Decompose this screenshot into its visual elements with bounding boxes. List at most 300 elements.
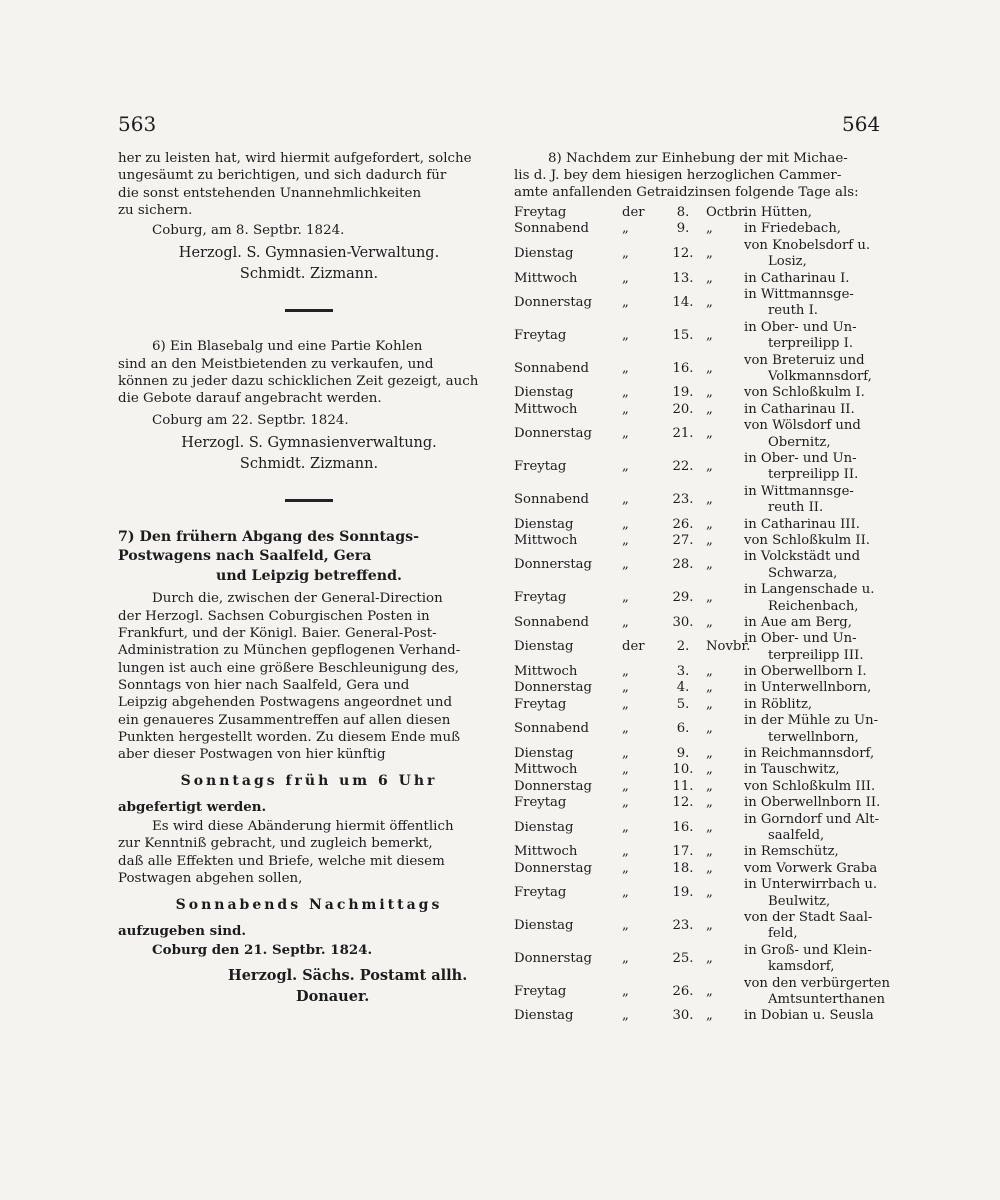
schedule-date: 19.: [672, 385, 694, 401]
schedule-ditto: „: [622, 696, 629, 712]
schedule-month: „: [706, 844, 713, 860]
schedule-date: 23.: [672, 491, 694, 507]
schedule-place: [744, 533, 904, 549]
schedule-place: [744, 418, 904, 451]
schedule-place: [744, 221, 904, 237]
schedule-day: Freytag: [514, 327, 567, 343]
schedule-place-line: in Dobian u. Seusla: [744, 1008, 874, 1024]
schedule-day: Mittwoch: [514, 270, 578, 286]
schedule-date: 30.: [672, 614, 694, 630]
text-line: 7) Den frühern Abgang des Sonntags-: [118, 528, 420, 545]
schedule-row: [514, 762, 902, 778]
text-line: lis d. J. bey dem hiesigen herzoglichen Cammer-: [514, 168, 842, 183]
schedule-place-line: vom Vorwerk Graba: [744, 860, 878, 876]
schedule-date: 23.: [672, 918, 694, 933]
schedule-month: „: [706, 360, 713, 376]
schedule-row: [514, 484, 902, 517]
schedule-ditto: „: [622, 426, 629, 442]
schedule-place: [744, 664, 904, 680]
schedule-date: 15.: [672, 327, 694, 343]
schedule-day: Freytag: [514, 590, 567, 606]
text-line: können zu jeder dazu schicklichen Zeit gezeigt, auch: [118, 374, 479, 390]
schedule-row: [514, 320, 902, 353]
schedule-place: [744, 910, 904, 943]
text-line: der Herzogl. Sachsen Coburgischen Posten in: [118, 608, 430, 624]
schedule-row: [514, 844, 902, 860]
date-line-3: Coburg den 21. Septbr. 1824.: [152, 941, 373, 958]
schedule-day: Donnerstag: [514, 680, 592, 696]
schedule-ditto: „: [622, 721, 629, 737]
schedule-row: [514, 353, 902, 386]
text-line: lungen ist auch eine größere Beschleunigung des,: [118, 660, 459, 676]
schedule-row: [514, 746, 902, 762]
schedule-row: [514, 582, 902, 615]
schedule-day: Dienstag: [514, 516, 574, 532]
schedule-date: 19.: [672, 885, 694, 901]
signature-line: Donauer.: [296, 988, 370, 1006]
schedule-place: [744, 549, 904, 582]
schedule-day: Mittwoch: [514, 664, 578, 680]
schedule-date: 12.: [672, 795, 694, 811]
signature-2: [118, 433, 500, 475]
schedule-day: Dienstag: [514, 639, 574, 655]
schedule-date: 4.: [676, 680, 690, 696]
schedule-date: 10.: [672, 762, 694, 778]
schedule-month: „: [706, 590, 713, 606]
schedule-place: [744, 517, 904, 533]
right-column: [514, 150, 902, 1025]
text-line: 6) Ein Blasebalg und eine Partie Kohlen: [152, 339, 423, 355]
schedule-place-line: in Ober- und Un-: [744, 319, 857, 335]
schedule-place-line: terpreilipp III.: [768, 647, 864, 663]
schedule-place: [744, 680, 904, 696]
schedule-date: 6.: [676, 721, 690, 737]
schedule-date: 25.: [672, 950, 694, 966]
schedule-ditto: „: [622, 614, 629, 630]
schedule-row: [514, 713, 902, 746]
schedule-place-line: in Langenschade u.: [744, 582, 875, 598]
schedule-place: [744, 812, 904, 845]
item-7-title: [118, 528, 500, 587]
schedule-ditto: „: [622, 844, 629, 860]
schedule-date: 22.: [672, 458, 694, 474]
signature-3: [118, 965, 500, 1007]
schedule-month: „: [706, 696, 713, 712]
schedule-place-line: in Tauschwitz,: [744, 762, 840, 778]
schedule-ditto: „: [622, 950, 629, 966]
schedule-row: [514, 385, 902, 401]
schedule-ditto: „: [622, 1008, 629, 1024]
schedule-month: „: [706, 270, 713, 286]
schedule-place-line: in Friedebach,: [744, 221, 842, 237]
schedule-ditto: der: [622, 205, 645, 220]
schedule-date: 8.: [676, 205, 690, 220]
schedule-place-line: von der Stadt Saal-: [744, 910, 873, 925]
saturday-afternoon: Sonnabends Nachmittags: [175, 897, 443, 914]
schedule-month: „: [706, 664, 713, 680]
schedule-place: [744, 746, 904, 762]
section-divider: [285, 309, 333, 312]
schedule-month: „: [706, 532, 713, 548]
schedule-ditto: „: [622, 590, 629, 606]
schedule-date: 12.: [672, 245, 694, 261]
schedule-ditto: „: [622, 516, 629, 532]
schedule-place: [744, 844, 904, 860]
schedule-place-line: saalfeld,: [768, 828, 825, 844]
text-line: ungesäumt zu berichtigen, und sich dadurch für: [118, 168, 447, 184]
schedule-ditto: „: [622, 885, 629, 901]
handed-in-line: aufzugeben sind.: [118, 922, 247, 939]
schedule-row: [514, 517, 902, 533]
schedule-ditto: „: [622, 401, 629, 417]
schedule-row: [514, 533, 902, 549]
schedule-place: [744, 205, 904, 221]
schedule-row: [514, 680, 902, 696]
schedule-place-line: in Oberwellnborn II.: [744, 795, 881, 811]
schedule-day: Donnerstag: [514, 950, 592, 966]
schedule-date: 13.: [672, 270, 694, 286]
schedule-place-line: Losiz,: [768, 254, 807, 270]
schedule-day: Donnerstag: [514, 557, 592, 573]
schedule-date: 5.: [676, 696, 690, 712]
schedule-place-line: in Gorndorf und Alt-: [744, 811, 880, 827]
schedule-row: [514, 549, 902, 582]
schedule-month: „: [706, 819, 713, 835]
schedule-ditto: „: [622, 458, 629, 474]
schedule-day: Sonnabend: [514, 221, 590, 237]
schedule-month: „: [706, 426, 713, 442]
schedule-row: [514, 910, 902, 943]
schedule-row: [514, 451, 902, 484]
schedule-row: [514, 271, 902, 287]
schedule-place-line: in Groß- und Klein-: [744, 942, 872, 958]
text-line: und Leipzig betreffend.: [216, 567, 402, 584]
schedule-row: [514, 861, 902, 877]
schedule-place: [744, 762, 904, 778]
text-line: zu sichern.: [118, 202, 193, 218]
schedule-date: 17.: [672, 844, 694, 860]
date-line-2: Coburg am 22. Septbr. 1824.: [152, 412, 349, 428]
schedule-row: [514, 615, 902, 631]
schedule-row: [514, 795, 902, 811]
schedule-place-line: in Hütten,: [744, 205, 812, 220]
text-line: Postwagen abgehen sollen,: [118, 870, 303, 886]
schedule-ditto: „: [622, 795, 629, 811]
schedule-day: Freytag: [514, 205, 567, 220]
text-line: Postwagens nach Saalfeld, Gera: [118, 548, 372, 565]
schedule-place: [744, 697, 904, 713]
schedule-place-line: in Unterwellnborn,: [744, 680, 872, 696]
schedule-place-line: Volkmannsdorf,: [768, 368, 872, 384]
schedule-day: Freytag: [514, 885, 567, 901]
schedule-date: 21.: [672, 426, 694, 442]
item-7-body: [118, 590, 500, 763]
schedule-place-line: in der Mühle zu Un-: [744, 713, 879, 729]
schedule-place: [744, 1008, 904, 1024]
text-line: aber dieser Postwagen von hier künftig: [118, 747, 386, 763]
schedule-ditto: „: [622, 819, 629, 835]
schedule-day: Donnerstag: [514, 294, 592, 310]
schedule-ditto: „: [622, 532, 629, 548]
schedule-day: Dienstag: [514, 385, 574, 401]
text-line: Durch die, zwischen der General-Direction: [152, 591, 443, 607]
schedule-row: [514, 976, 902, 1009]
schedule-place-line: von Breteruiz und: [744, 352, 865, 368]
schedule-row: [514, 418, 902, 451]
schedule-month: „: [706, 491, 713, 507]
schedule-place-line: von Schloßkulm II.: [744, 532, 870, 548]
collection-schedule: [514, 205, 902, 1025]
schedule-day: Freytag: [514, 795, 567, 811]
schedule-date: 18.: [672, 860, 694, 876]
schedule-place-line: in Catharinau II.: [744, 401, 855, 417]
schedule-day: Freytag: [514, 458, 567, 474]
text-line: Es wird diese Abänderung hiermit öffentlich: [152, 819, 454, 835]
schedule-place-line: von Schloßkulm III.: [744, 778, 876, 794]
schedule-place-line: in Ober- und Un-: [744, 631, 857, 647]
schedule-date: 2.: [676, 639, 690, 655]
schedule-date: 26.: [672, 983, 694, 999]
text-line: Frankfurt, und der Königl. Baier. General-Post-: [118, 626, 437, 642]
schedule-month: Novbr.: [706, 639, 751, 655]
schedule-place-line: in Röblitz,: [744, 696, 813, 712]
schedule-place: [744, 353, 904, 386]
schedule-month: „: [706, 721, 713, 737]
text-line: sind an den Meistbietenden zu verkaufen, und: [118, 356, 434, 372]
text-line: amte anfallenden Getraidzinsen folgende Tage als:: [514, 185, 859, 200]
left-column: [118, 150, 500, 1007]
schedule-place: [744, 877, 904, 910]
schedule-ditto: „: [622, 746, 629, 762]
schedule-place-line: feld,: [768, 926, 798, 942]
schedule-month: „: [706, 950, 713, 966]
schedule-ditto: „: [622, 491, 629, 507]
schedule-day: Mittwoch: [514, 401, 578, 417]
schedule-place: [744, 287, 904, 320]
schedule-day: Mittwoch: [514, 532, 578, 548]
schedule-day: Dienstag: [514, 918, 574, 933]
schedule-row: [514, 943, 902, 976]
schedule-month: „: [706, 983, 713, 999]
schedule-day: Dienstag: [514, 245, 574, 261]
schedule-row: [514, 779, 902, 795]
schedule-place-line: terwellnborn,: [768, 729, 859, 745]
schedule-place: [744, 943, 904, 976]
schedule-ditto: „: [622, 360, 629, 376]
text-line: die Gebote darauf angebracht werden.: [118, 391, 382, 407]
schedule-place-line: in Remschütz,: [744, 844, 839, 860]
schedule-ditto: „: [622, 762, 629, 778]
schedule-row: [514, 238, 902, 271]
schedule-day: Mittwoch: [514, 762, 578, 778]
schedule-month: „: [706, 516, 713, 532]
schedule-place-line: Amtsunterthanen: [768, 992, 885, 1007]
schedule-day: Dienstag: [514, 1008, 574, 1024]
schedule-place-line: in Unterwirrbach u.: [744, 877, 878, 893]
schedule-ditto: „: [622, 221, 629, 237]
text-line: die sonst entstehenden Unannehmlichkeiten: [118, 185, 422, 201]
signature-line: Schmidt. Zizmann.: [239, 455, 379, 472]
schedule-month: „: [706, 294, 713, 310]
schedule-place-line: kamsdorf,: [768, 959, 835, 975]
page-number-right: 564: [842, 112, 881, 136]
schedule-place-line: reuth I.: [768, 303, 818, 319]
schedule-month: „: [706, 860, 713, 876]
schedule-row: [514, 1008, 902, 1024]
page-number-left: 563: [118, 112, 157, 136]
schedule-day: Dienstag: [514, 746, 574, 762]
schedule-place: [744, 320, 904, 353]
schedule-ditto: der: [622, 639, 645, 655]
text-line: ein genaueres Zusammentreffen auf allen diesen: [118, 712, 451, 728]
text-line: Punkten hergestellt worden. Zu diesem Ende muß: [118, 729, 461, 745]
schedule-row: [514, 221, 902, 237]
schedule-date: 14.: [672, 294, 694, 310]
schedule-row: [514, 812, 902, 845]
schedule-date: 29.: [672, 590, 694, 606]
schedule-month: „: [706, 795, 713, 811]
schedule-place: [744, 484, 904, 517]
schedule-ditto: „: [622, 557, 629, 573]
schedule-month: „: [706, 680, 713, 696]
schedule-date: 26.: [672, 516, 694, 532]
schedule-date: 3.: [676, 664, 690, 680]
schedule-row: [514, 664, 902, 680]
schedule-month: „: [706, 385, 713, 401]
schedule-place-line: in Aue am Berg,: [744, 614, 852, 630]
schedule-ditto: „: [622, 327, 629, 343]
schedule-month: „: [706, 557, 713, 573]
schedule-place: [744, 861, 904, 877]
schedule-place: [744, 238, 904, 271]
schedule-place-line: reuth II.: [768, 500, 824, 516]
schedule-place: [744, 713, 904, 746]
schedule-ditto: „: [622, 294, 629, 310]
schedule-day: Donnerstag: [514, 778, 592, 794]
schedule-date: 16.: [672, 360, 694, 376]
schedule-place: [744, 402, 904, 418]
schedule-day: Donnerstag: [514, 860, 592, 876]
schedule-place-line: in Wittmannsge-: [744, 286, 854, 302]
schedule-place-line: in Oberwellborn I.: [744, 664, 867, 680]
schedule-date: 30.: [672, 1008, 694, 1024]
schedule-month: „: [706, 885, 713, 901]
schedule-month: Octbr.: [706, 205, 747, 220]
schedule-ditto: „: [622, 983, 629, 999]
schedule-day: Sonnabend: [514, 360, 590, 376]
schedule-date: 16.: [672, 819, 694, 835]
schedule-place-line: von Wölsdorf und: [744, 418, 861, 434]
signature-line: Schmidt. Zizmann.: [239, 266, 379, 283]
text-line: daß alle Effekten und Briefe, welche mit diesem: [118, 853, 445, 869]
schedule-place-line: Beulwitz,: [768, 893, 831, 909]
item-8-paragraph: [514, 150, 902, 201]
schedule-month: „: [706, 746, 713, 762]
text-line: zur Kenntniß gebracht, und zugleich bemerkt,: [118, 836, 433, 852]
text-line: Sonntags von hier nach Saalfeld, Gera und: [118, 677, 410, 693]
schedule-ditto: „: [622, 270, 629, 286]
schedule-place: [744, 795, 904, 811]
text-line: Administration zu München gepflogenen Verhand-: [118, 643, 461, 659]
schedule-place-line: in Catharinau III.: [744, 516, 860, 532]
schedule-place-line: von den verbürgerten: [744, 975, 890, 991]
signature-line: Herzogl. Sächs. Postamt allh.: [228, 967, 468, 985]
schedule-day: Sonnabend: [514, 614, 590, 630]
schedule-place-line: von Schloßkulm I.: [744, 385, 865, 401]
schedule-day: Sonnabend: [514, 491, 590, 507]
schedule-ditto: „: [622, 918, 629, 933]
text-line: her zu leisten hat, wird hiermit aufgefordert, solche: [118, 151, 472, 166]
schedule-month: „: [706, 245, 713, 261]
schedule-place-line: Reichenbach,: [768, 598, 859, 614]
schedule-place-line: Schwarza,: [768, 565, 838, 581]
schedule-place: [744, 779, 904, 795]
schedule-place-line: terpreilipp II.: [768, 467, 859, 483]
schedule-row: [514, 402, 902, 418]
schedule-day: Sonnabend: [514, 721, 590, 737]
schedule-date: 9.: [676, 221, 690, 237]
schedule-month: „: [706, 327, 713, 343]
section-divider: [285, 499, 333, 502]
schedule-ditto: „: [622, 680, 629, 696]
schedule-month: „: [706, 614, 713, 630]
schedule-ditto: „: [622, 245, 629, 261]
change-notice: [118, 818, 500, 887]
date-line-1: Coburg, am 8. Septbr. 1824.: [152, 223, 345, 239]
schedule-place-line: in Wittmannsge-: [744, 483, 854, 499]
schedule-row: [514, 287, 902, 320]
signature-line: Herzogl. S. Gymnasien-Verwaltung.: [178, 245, 440, 262]
schedule-month: „: [706, 401, 713, 417]
schedule-place-line: in Volckstädt und: [744, 549, 861, 565]
schedule-place-line: Obernitz,: [768, 434, 831, 450]
schedule-ditto: „: [622, 664, 629, 680]
schedule-place: [744, 271, 904, 287]
schedule-place: [744, 631, 904, 664]
schedule-place-line: in Reichmannsdorf,: [744, 746, 875, 762]
schedule-place: [744, 451, 904, 484]
schedule-ditto: „: [622, 778, 629, 794]
schedule-day: Donnerstag: [514, 426, 592, 442]
signature-1: [118, 243, 500, 285]
schedule-place: [744, 582, 904, 615]
schedule-date: 11.: [672, 778, 694, 794]
schedule-row: [514, 205, 902, 221]
text-line: 8) Nachdem zur Einhebung der mit Michae-: [548, 151, 848, 166]
schedule-row: [514, 697, 902, 713]
schedule-month: „: [706, 778, 713, 794]
schedule-day: Freytag: [514, 983, 567, 999]
sunday-departure: Sonntags früh um 6 Uhr: [180, 773, 438, 790]
schedule-date: 9.: [676, 746, 690, 762]
schedule-month: „: [706, 918, 713, 933]
item-6-paragraph: [118, 338, 500, 407]
schedule-place: [744, 976, 904, 1009]
schedule-month: „: [706, 1008, 713, 1024]
text-line: Leipzig abgehenden Postwagens angeordnet und: [118, 695, 453, 711]
schedule-row: [514, 631, 902, 664]
schedule-place: [744, 385, 904, 401]
schedule-month: „: [706, 221, 713, 237]
dispatched-line: abgefertigt werden.: [118, 798, 267, 815]
schedule-place-line: in Catharinau I.: [744, 270, 850, 286]
schedule-place-line: von Knobelsdorf u.: [744, 237, 871, 253]
intro-paragraph: [118, 150, 500, 219]
schedule-row: [514, 877, 902, 910]
schedule-date: 28.: [672, 557, 694, 573]
signature-line: Herzogl. S. Gymnasienverwaltung.: [181, 434, 437, 451]
schedule-ditto: „: [622, 385, 629, 401]
